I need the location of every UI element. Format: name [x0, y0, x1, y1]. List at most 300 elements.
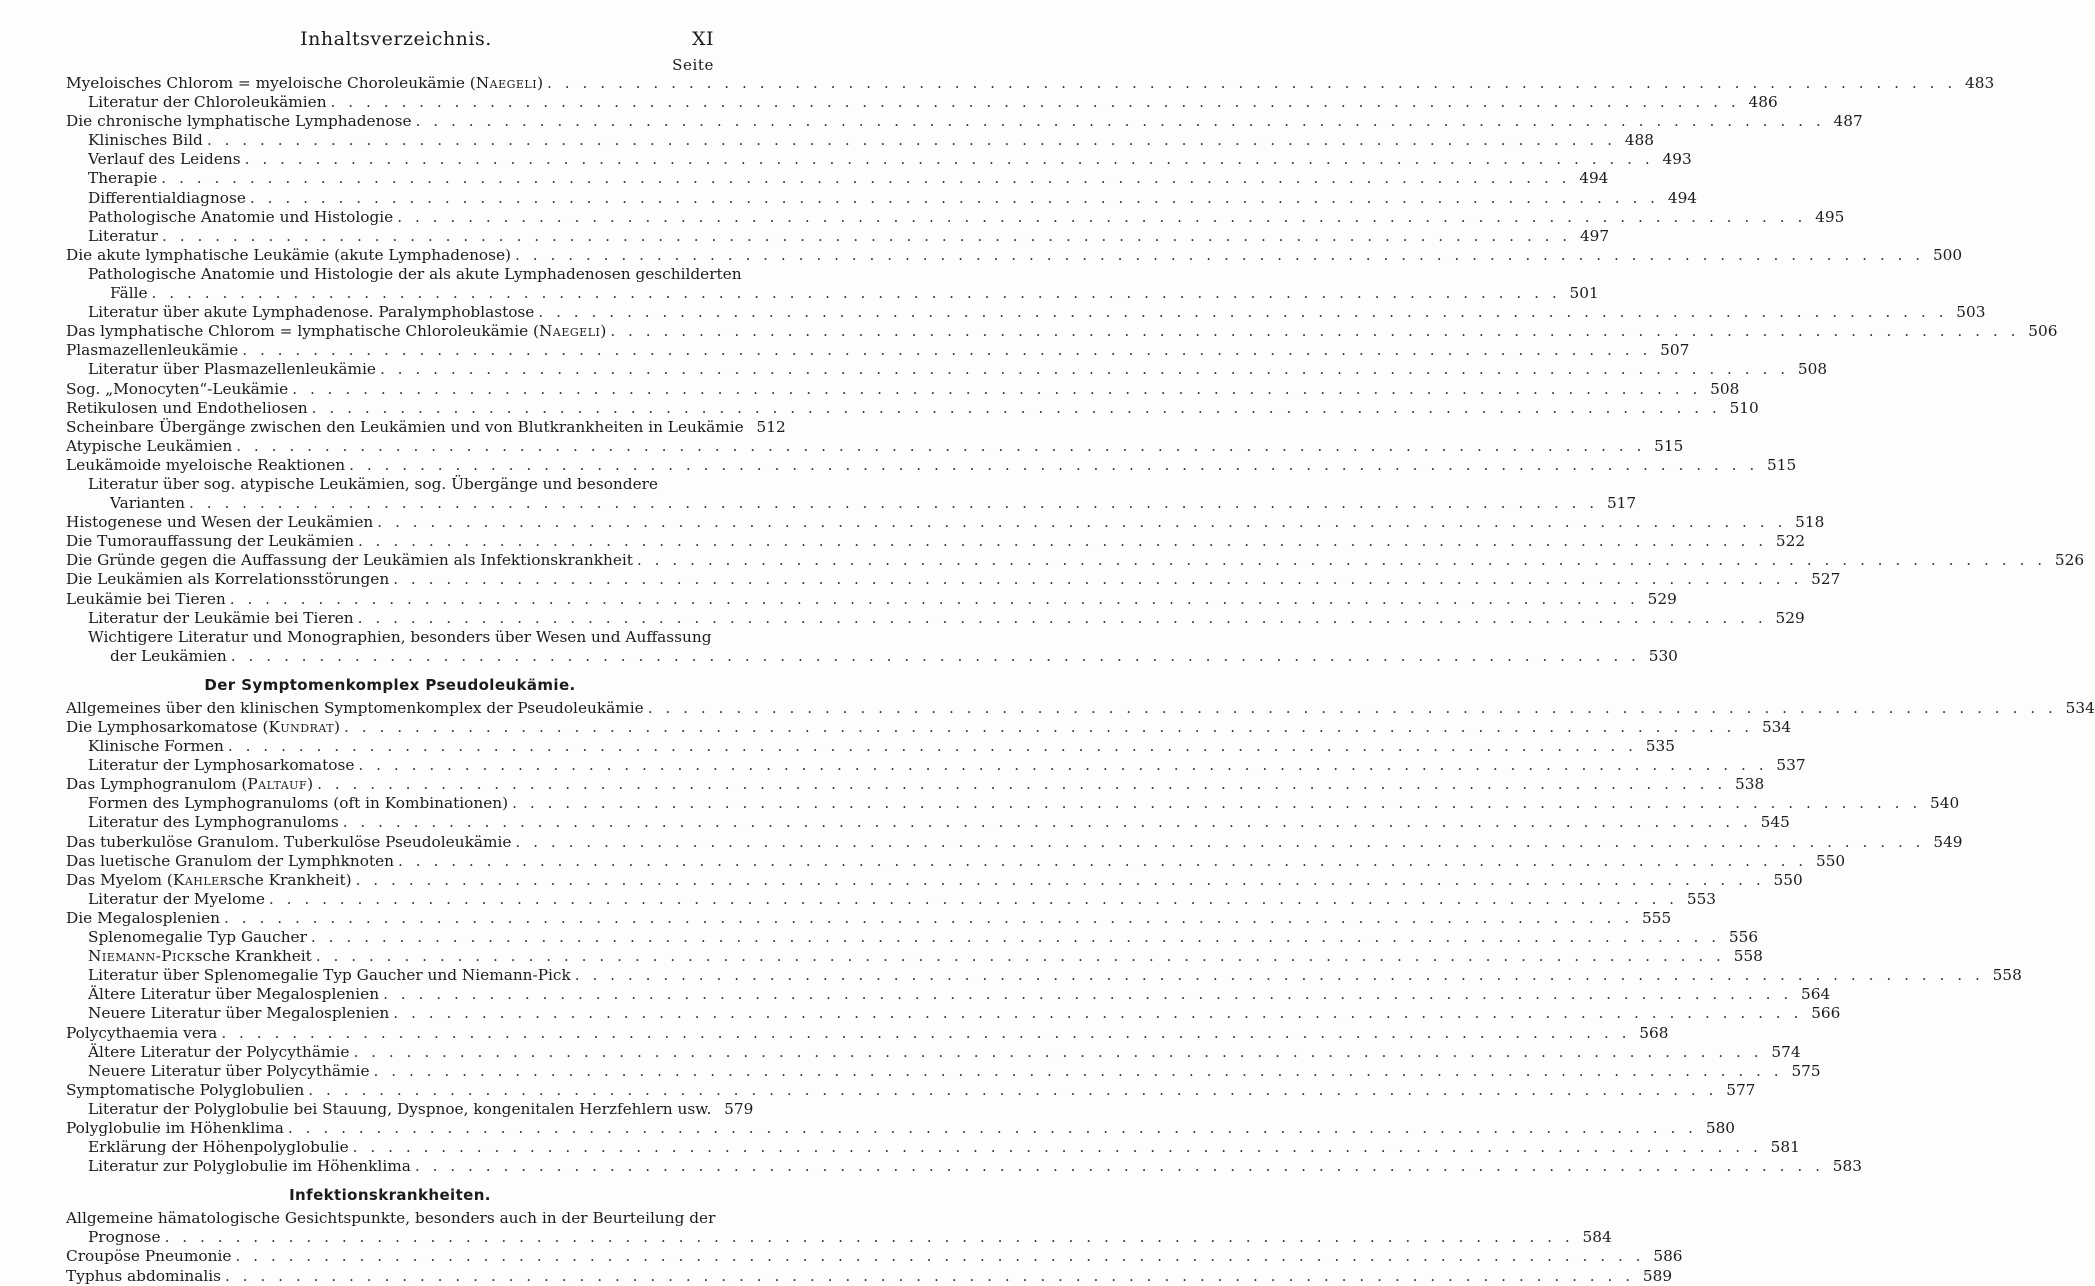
- toc-entry-title: [66, 112, 416, 131]
- toc-entry-row: [66, 908, 1672, 928]
- toc-entry-page: 586: [1653, 1247, 1683, 1266]
- toc-entry-row: [88, 1004, 1841, 1023]
- toc-entry-page: 506: [2028, 322, 2058, 341]
- page-number: XI: [691, 28, 714, 50]
- toc-entry-page: 515: [1654, 436, 1684, 455]
- toc-entry-title: [66, 590, 230, 609]
- toc-entry-row: [66, 245, 1963, 265]
- toc-entry-title: [66, 833, 515, 852]
- toc-entry-text: Die Leukämien als Korrelationsstörungen: [66, 570, 390, 589]
- toc-leader-dots: . . . . . . . . . . . . . . . . . . . . . . . . . . . . . . . . . . . . . . . . . . . . . . . . . . . . . . . . . . . . . . . . . . . . . . . . . . . . . . . .: [230, 646, 1640, 665]
- toc-leader-dots: . . . . . . . . . . . . . . . . . . . . . . . . . . . . . . . . . . . . . . . . . . . . . . . . . . . . . . . . . . . . . . . . . . . . . . . . . . . . . . . .: [636, 551, 2047, 570]
- toc-leader-dots: . . . . . . . . . . . . . . . . . . . . . . . . . . . . . . . . . . . . . . . . . . . . . . . . . . . . . . . . . . . . . . . . . . . . . . . . . . . . . . . .: [355, 870, 1765, 889]
- toc-entry-page: 488: [1624, 131, 1654, 150]
- toc-entry-row: [88, 93, 1778, 112]
- toc-entry-row: [66, 398, 1759, 418]
- toc-entry-title: [88, 1062, 374, 1081]
- toc-entry-row: [66, 322, 2058, 341]
- toc-entry-page: 522: [1775, 532, 1806, 551]
- toc-entry: [66, 1157, 1862, 1176]
- toc-entry-title: [66, 718, 344, 737]
- toc-entry: [66, 627, 1678, 666]
- toc-entry-title: [88, 303, 538, 322]
- toc-entry-row: [88, 284, 1599, 303]
- toc-entry-title: [66, 513, 377, 532]
- toc-entry-text: Scheinbare Übergänge zwischen den Leukämien und von Blutkrankheiten in Leukämie: [66, 417, 744, 436]
- toc-entry-page: 584: [1582, 1228, 1612, 1247]
- toc-entry-title: [66, 871, 356, 890]
- toc-entry-page: 558: [1733, 947, 1763, 966]
- toc-entry: [66, 264, 1599, 303]
- toc-entry-text: Splenomegalie Typ Gaucher: [88, 928, 307, 947]
- toc-leader-dots: . . . . . . . . . . . . . . . . . . . . . . . . . . . . . . . . . . . . . . . . . . . . . . . . . . . . . . . . . . . . . . . . . . . . . . . . . . . . . . . .: [414, 1157, 1824, 1176]
- toc-entry-text: Literatur: [88, 226, 158, 245]
- toc-entry-page: 540: [1930, 794, 1960, 813]
- toc-entry-text: Pathologische Anatomie und Histologie: [88, 207, 394, 226]
- toc-entry-row: [66, 436, 1684, 456]
- toc-entry-text-after: ): [334, 718, 341, 736]
- toc-entry-page: 530: [1648, 646, 1678, 665]
- toc-entry: [66, 379, 1740, 399]
- toc-entry-title: [66, 341, 242, 360]
- toc-leader-dots: . . . . . . . . . . . . . . . . . . . . . . . . . . . . . . . . . . . . . . . . . . . . . . . . . . . . . . . . . . . . . . . . . . . . . . . . . . . . . . . .: [538, 303, 1948, 322]
- toc-entry-row: [88, 1061, 1821, 1081]
- toc-leader-dots: . . . . . . . . . . . . . . . . . . . . . . . . . . . . . . . . . . . . . . . . . . . . . . . . . . . . . . . . . . . . . . . . . . . . . . . . . . . . . . . .: [547, 74, 1957, 92]
- toc-entry-row: [66, 718, 1792, 737]
- toc-entry-title: [88, 1157, 415, 1176]
- toc-entry: [66, 322, 2058, 341]
- toc-entry-title: [66, 1267, 225, 1286]
- toc-entry-row: [88, 1042, 1801, 1062]
- toc-entry-row: [88, 1138, 1800, 1157]
- toc-entry-row: [66, 1266, 1673, 1286]
- toc-entry-text: Das tuberkulöse Granulom. Tuberkulöse Pseudoleukämie: [66, 832, 512, 851]
- toc-entry-text: Polyglobulie im Höhenklima: [66, 1118, 284, 1137]
- toc-leader-dots: . . . . . . . . . . . . . . . . . . . . . . . . . . . . . . . . . . . . . . . . . . . . . . . . . . . . . . . . . . . . . . . . . . . . . . . . . . . . . . . .: [162, 226, 1572, 245]
- toc-entry-title: [88, 1004, 393, 1023]
- toc-entry: [66, 207, 1845, 227]
- toc-entry: [66, 737, 1675, 756]
- toc-entry-page: 579: [724, 1099, 754, 1118]
- toc-entry-title-continued: Varianten: [88, 494, 189, 513]
- toc-entry-title: [88, 813, 343, 832]
- toc-entry-author: Naegeli: [539, 322, 601, 341]
- toc-leader-dots: . . . . . . . . . . . . . . . . . . . . . . . . . . . . . . . . . . . . . . . . . . . . . . . . . . . . . . . . . . . . . . . . . . . . . . . . . . . . . . . .: [512, 794, 1922, 813]
- toc-entry-page: 494: [1579, 169, 1609, 188]
- toc-entry-page: 545: [1760, 813, 1790, 832]
- toc-entry-text: Die Lymphosarkomatose (: [66, 718, 269, 736]
- toc-entry-row: [66, 379, 1740, 399]
- toc-leader-dots: . . . . . . . . . . . . . . . . . . . . . . . . . . . . . . . . . . . . . . . . . . . . . . . . . . . . . . . . . . . . . . . . . . . . . . . . . . . . . . . .: [292, 379, 1702, 398]
- toc-entry-text: Literatur über Plasmazellenleukämie: [88, 360, 376, 379]
- toc-entry-title: [88, 1100, 715, 1119]
- toc-entry: [66, 360, 1828, 379]
- toc-leader-dots: . . . . . . . . . . . . . . . . . . . . . . . . . . . . . . . . . . . . . . . . . . . . . . . . . . . . . . . . . . . . . . . . . . . . . . . . . . . . . . . .: [224, 908, 1634, 927]
- toc-entry: [66, 851, 1846, 871]
- toc-entry-page: 558: [1992, 966, 2022, 985]
- toc-entry-page: 495: [1815, 207, 1845, 226]
- toc-entry-title: [88, 150, 245, 169]
- toc-entry-row: [66, 455, 1797, 475]
- toc-entry-title: Allgemeine hämatologische Gesichtspunkte, besonders auch in der Beurteilung der: [66, 1209, 716, 1228]
- toc-entry-text-after: ): [537, 74, 544, 92]
- toc-entry-row: [88, 169, 1609, 188]
- section-title-pseudoleukaemie: Der Symptomenkomplex Pseudoleukämie.: [204, 675, 576, 694]
- toc-entry-page: 503: [1956, 303, 1986, 322]
- toc-leader-dots: . . . . . . . . . . . . . . . . . . . . . . . . . . . . . . . . . . . . . . . . . . . . . . . . . . . . . . . . . . . . . . . . . . . . . . . . . . . . . . . .: [357, 608, 1767, 627]
- toc-entry-text: Plasmazellenleukämie: [66, 341, 239, 360]
- toc-entry-row: [88, 1157, 1862, 1176]
- toc-entry-title: [88, 189, 250, 208]
- toc-entry-title: [88, 227, 162, 246]
- page-header: [66, 28, 714, 50]
- toc-entry-page: 549: [1933, 832, 1963, 851]
- toc-entry-page: 500: [1932, 245, 1963, 264]
- toc-entry-page: 507: [1660, 341, 1690, 360]
- toc-leader-dots: . . . . . . . . . . . . . . . . . . . . . . . . . . . . . . . . . . . . . . . . . . . . . . . . . . . . . . . . . . . . . . . . . . . . . . . . . . . . . . . .: [647, 698, 2057, 717]
- toc-entry: [66, 245, 1963, 265]
- toc-entry-page: 581: [1770, 1138, 1800, 1157]
- toc-entry-page: 553: [1686, 889, 1717, 908]
- toc-entry-text: Das lymphatische Chlorom = lymphatische Chloroleukämie (: [66, 322, 540, 341]
- toc-leader-dots: . . . . . . . . . . . . . . . . . . . . . . . . . . . . . . . . . . . . . . . . . . . . . . . . . . . . . . . . . . . . . . . . . . . . . . . . . . . . . . . .: [398, 851, 1808, 870]
- seite-label: Seite: [672, 56, 714, 74]
- toc-entry-page: 564: [1801, 985, 1831, 1004]
- toc-leader-dots: . . . . . . . . . . . . . . . . . . . . . . . . . . . . . . . . . . . . . . . . . . . . . . . . . . . . . . . . . . . . . . . . . . . . . . . . . . . . . . . .: [311, 398, 1721, 417]
- toc-entry-text: Die Gründe gegen die Auffassung der Leukämien als Infektionskrankheit: [66, 551, 633, 570]
- toc-entry-row: [88, 928, 1759, 947]
- toc-entry-title: [66, 74, 547, 93]
- toc-entry: [66, 608, 1805, 628]
- toc-entry-page: 550: [1773, 870, 1803, 889]
- toc-entry: [66, 93, 1778, 112]
- toc-entry-row: [88, 360, 1828, 379]
- toc-entry: [66, 188, 1698, 208]
- toc-entry-text: Klinisches Bild: [88, 131, 203, 150]
- toc-entry-row: [66, 851, 1846, 871]
- toc-entry-page: 534: [2065, 698, 2095, 717]
- toc-entry-page: 550: [1815, 851, 1846, 870]
- toc-entry: [66, 74, 1995, 93]
- toc-entry-text: Atypische Leukämien: [66, 436, 233, 455]
- toc-entry-row: [88, 756, 1806, 775]
- toc-leader-dots: . . . . . . . . . . . . . . . . . . . . . . . . . . . . . . . . . . . . . . . . . . . . . . . . . . . . . . . . . . . . . . . . . . . . . . . . . . . . . . . .: [235, 1247, 1645, 1266]
- toc-leader-dots: . . . . . . . . . . . . . . . . . . . . . . . . . . . . . . . . . . . . . . . . . . . . . . . . . . . . . . . . . . . . . . . . . . . . . . . . . . . . . . . .: [393, 570, 1803, 589]
- toc-entry: [66, 908, 1672, 928]
- toc-leader-dots: . . . . . . . . . . . . . . . . . . . . . . . . . . . . . . . . . . . . . . . . . . . . . . . . . . . . . . . . . . . . . . . . . . . . . . . . . . . . . . . .: [515, 832, 1925, 851]
- toc-entry-text: Formen des Lymphogranuloms (oft in Kombinationen): [88, 794, 509, 813]
- toc-leader-dots: . . . . . . . . . . . . . . . . . . . . . . . . . . . . . . . . . . . . . . . . . . . . . . . . . . . . . . . . . . . . . . . . . . . . . . . . . . . . . . . .: [352, 1138, 1762, 1157]
- toc-entry-row: [66, 1118, 1736, 1138]
- toc-entry: [66, 341, 1690, 360]
- toc-entry-text: Ältere Literatur über Megalosplenien: [88, 985, 380, 1004]
- toc-entry-row: [66, 570, 1841, 589]
- toc-entry-title: [66, 570, 393, 589]
- toc-entry-page: 538: [1735, 775, 1765, 794]
- toc-entry: [66, 1080, 1756, 1100]
- toc-entry-text: Die Megalosplenien: [66, 908, 221, 927]
- toc-leader-dots: . . . . . . . . . . . . . . . . . . . . . . . . . . . . . . . . . . . . . . . . . . . . . . . . . . . . . . . . . . . . . . . . . . . . . . . . . . . . . . . .: [151, 284, 1561, 303]
- toc-leader-dots: . . . . . . . . . . . . . . . . . . . . . . . . . . . . . . . . . . . . . . . . . . . . . . . . . . . . . . . . . . . . . . . . . . . . . . . . . . . . . . . .: [229, 589, 1639, 608]
- toc-entry-title: [88, 756, 358, 775]
- toc-entry-page: 512: [756, 417, 786, 436]
- toc-leader-dots: . . . . . . . . . . . . . . . . . . . . . . . . . . . . . . . . . . . . . . . . . . . . . . . . . . . . . . . . . . . . . . . . . . . . . . . . . . . . . . . .: [224, 1266, 1635, 1285]
- toc-entry-page: 583: [1832, 1157, 1862, 1176]
- toc-entry: [66, 794, 1960, 813]
- toc-leader-dots: . . . . . . . . . . . . . . . . . . . . . . . . . . . . . . . . . . . . . . . . . . . . . . . . . . . . . . . . . . . . . . . . . . . . . . . . . . . . . . . .: [315, 947, 1725, 966]
- toc-entry-text: Literatur der Lymphosarkomatose: [88, 756, 355, 775]
- toc-block-infektionskrankheiten: [66, 1209, 1683, 1285]
- toc-leader-dots: . . . . . . . . . . . . . . . . . . . . . . . . . . . . . . . . . . . . . . . . . . . . . . . . . . . . . . . . . . . . . . . . . . . . . . . . . . . . . . . .: [164, 1228, 1574, 1247]
- toc-entry-row: [88, 303, 1986, 322]
- toc-leader-dots: . . . . . . . . . . . . . . . . . . . . . . . . . . . . . . . . . . . . . . . . . . . . . . . . . . . . . . . . . . . . . . . . . . . . . . . . . . . . . . . .: [574, 966, 1984, 985]
- toc-leader-dots: . . . . . . . . . . . . . . . . . . . . . . . . . . . . . . . . . . . . . . . . . . . . . . . . . . . . . . . . . . . . . . . . . . . . . . . . . . . . . . . .: [342, 813, 1752, 832]
- toc-entry-text: Retikulosen und Endotheliosen: [66, 398, 308, 417]
- toc-entry: [66, 131, 1654, 150]
- toc-entry: [66, 1004, 1841, 1023]
- toc-entry-page: 526: [2054, 551, 2085, 570]
- toc-entry-title: Wichtigere Literatur und Monographien, besonders über Wesen und Auffassung: [88, 627, 712, 646]
- toc-leader-dots: . . . . . . . . . . . . . . . . . . . . . . . . . . . . . . . . . . . . . . . . . . . . . . . . . . . . . . . . . . . . . . . . . . . . . . . . . . . . . . . .: [227, 737, 1637, 756]
- toc-entry: [66, 1118, 1736, 1138]
- toc-entry-text: Literatur zur Polyglobulie im Höhenklima: [88, 1157, 411, 1176]
- toc-entry-text: Differentialdiagnose: [88, 188, 246, 207]
- toc-entry-text: Literatur der Polyglobulie bei Stauung, Dyspnoe, kongenitalen Herzfehlern usw.: [88, 1099, 712, 1118]
- toc-block-leukaemien: [66, 74, 2085, 666]
- toc-entry-text: Allgemeines über den klinischen Symptomenkomplex der Pseudoleukämie: [66, 698, 644, 717]
- toc-entry-page: 510: [1729, 398, 1759, 417]
- toc-entry-text-after: sche Krankheit: [194, 947, 312, 966]
- toc-entry-title: [88, 985, 383, 1004]
- toc-entry: [66, 1209, 1612, 1247]
- toc-entry-row: [88, 150, 1692, 169]
- toc-entry-text: Literatur der Myelome: [88, 889, 265, 908]
- toc-entry-page: 568: [1639, 1023, 1669, 1042]
- toc-leader-dots: . . . . . . . . . . . . . . . . . . . . . . . . . . . . . . . . . . . . . . . . . . . . . . . . . . . . . . . . . . . . . . . . . . . . . . . . . . . . . . . .: [236, 436, 1646, 455]
- toc-entry: [66, 589, 1677, 609]
- toc-entry-text: Literatur der Leukämie bei Tieren: [88, 608, 354, 627]
- toc-leader-dots: . . . . . . . . . . . . . . . . . . . . . . . . . . . . . . . . . . . . . . . . . . . . . . . . . . . . . . . . . . . . . . . . . . . . . . . . . . . . . . . .: [383, 985, 1793, 1004]
- toc-entry-row: [88, 947, 1763, 966]
- toc-entry-row: [66, 1247, 1683, 1266]
- toc-entry-title: [66, 1119, 288, 1138]
- toc-entry: [66, 417, 786, 437]
- toc-entry-text: Literatur über akute Lymphadenose. Paralymphoblastose: [88, 303, 535, 322]
- toc-entry-page: 515: [1767, 455, 1797, 474]
- toc-entry-text: Klinische Formen: [88, 737, 224, 756]
- toc-entry-row: [66, 551, 2085, 570]
- toc-entry: [66, 570, 1841, 589]
- toc-entry-author: Kundrat: [268, 718, 335, 736]
- toc-entry-text: Leukämie bei Tieren: [66, 589, 226, 608]
- toc-entry-text: Literatur der Chloroleukämien: [88, 93, 327, 112]
- toc-entry-author: Naegeli: [475, 74, 538, 92]
- toc-entry: [66, 698, 2095, 718]
- toc-entry-page: 556: [1728, 928, 1759, 947]
- toc-entry-page: 494: [1667, 188, 1698, 207]
- toc-entry-title: [66, 1081, 308, 1100]
- toc-entry-text: Leukämoide myeloische Reaktionen: [66, 455, 346, 474]
- toc-leader-dots: . . . . . . . . . . . . . . . . . . . . . . . . . . . . . . . . . . . . . . . . . . . . . . . . . . . . . . . . . . . . . . . . . . . . . . . . . . . . . . . .: [377, 513, 1787, 532]
- toc-leader-dots: . . . . . . . . . . . . . . . . . . . . . . . . . . . . . . . . . . . . . . . . . . . . . . . . . . . . . . . . . . . . . . . . . . . . . . . . . . . . . . . .: [330, 93, 1740, 112]
- toc-entry-text: Myeloisches Chlorom = myeloische Choroleukämie (: [66, 74, 476, 92]
- toc-entry-page: 483: [1964, 74, 1995, 92]
- toc-entry: [66, 718, 1792, 737]
- toc-entry-title: [66, 418, 748, 437]
- toc-entry-page: 493: [1662, 150, 1692, 169]
- toc-entry-text: Ältere Literatur der Polycythämie: [88, 1042, 350, 1061]
- toc-entry: [66, 1099, 754, 1119]
- toc-entry-page: 535: [1645, 737, 1675, 756]
- toc-entry-text: Die Tumorauffassung der Leukämien: [66, 532, 354, 551]
- toc-entry-row: [66, 112, 1863, 131]
- toc-entry-page: 529: [1647, 589, 1677, 608]
- toc-entry-page: 527: [1811, 570, 1841, 589]
- toc-entry-text: Typhus abdominalis: [66, 1266, 221, 1285]
- toc-entry-text: Croupöse Pneumonie: [66, 1247, 232, 1266]
- toc-entry-page: 529: [1775, 608, 1805, 627]
- toc-entry-row: [88, 226, 1610, 246]
- toc-entry-row: [88, 494, 1637, 513]
- toc-entry: [66, 1247, 1683, 1266]
- toc-leader-dots: . . . . . . . . . . . . . . . . . . . . . . . . . . . . . . . . . . . . . . . . . . . . . . . . . . . . . . . . . . . . . . . . . . . . . . . . . . . . . . . .: [161, 169, 1571, 188]
- toc-entry: [66, 169, 1609, 188]
- toc-entry-title: [88, 609, 358, 628]
- toc-entry-row: [88, 646, 1678, 666]
- toc-entry-title: [66, 437, 236, 456]
- toc-entry-title: [88, 169, 161, 188]
- toc-leader-dots: . . . . . . . . . . . . . . . . . . . . . . . . . . . . . . . . . . . . . . . . . . . . . . . . . . . . . . . . . . . . . . . . . . . . . . . . . . . . . . . .: [317, 775, 1727, 794]
- toc-entry-row: [88, 188, 1698, 208]
- toc-entry-row: [88, 966, 2022, 985]
- toc-block-pseudoleukaemie: [66, 698, 2095, 1176]
- toc-entry-title: [88, 966, 575, 985]
- toc-entry-page: 501: [1569, 284, 1599, 303]
- toc-entry-row: [66, 1023, 1669, 1043]
- toc-entry: [66, 532, 1806, 551]
- toc-entry-page: 486: [1748, 93, 1778, 112]
- toc-entry-title: Pathologische Anatomie und Histologie der als akute Lymphadenosen geschilderten: [88, 264, 742, 283]
- toc-leader-dots: . . . . . . . . . . . . . . . . . . . . . . . . . . . . . . . . . . . . . . . . . . . . . . . . . . . . . . . . . . . . . . . . . . . . . . . . . . . . . . . .: [244, 150, 1654, 169]
- toc-leader-dots: . . . . . . . . . . . . . . . . . . . . . . . . . . . . . . . . . . . . . . . . . . . . . . . . . . . . . . . . . . . . . . . . . . . . . . . . . . . . . . . .: [515, 245, 1925, 264]
- toc-leader-dots: . . . . . . . . . . . . . . . . . . . . . . . . . . . . . . . . . . . . . . . . . . . . . . . . . . . . . . . . . . . . . . . . . . . . . . . . . . . . . . . .: [206, 131, 1616, 150]
- toc-entry-row: [66, 74, 1995, 93]
- toc-entry-page: 555: [1641, 908, 1672, 927]
- toc-entry: [66, 1266, 1673, 1286]
- toc-leader-dots: . . . . . . . . . . . . . . . . . . . . . . . . . . . . . . . . . . . . . . . . . . . . . . . . . . . . . . . . . . . . . . . . . . . . . . . . . . . . . . . .: [358, 756, 1768, 775]
- toc-entry-row: [88, 985, 1831, 1004]
- toc-leader-dots: . . . . . . . . . . . . . . . . . . . . . . . . . . . . . . . . . . . . . . . . . . . . . . . . . . . . . . . . . . . . . . . . . . . . . . . . . . . . . . . .: [310, 928, 1721, 947]
- toc-entry: [66, 474, 1637, 513]
- toc-entry: [66, 1138, 1800, 1157]
- toc-entry-row: [66, 513, 1825, 532]
- toc-entry-page: 487: [1833, 112, 1863, 131]
- section-title-infektionskrankheiten: Infektionskrankheiten.: [289, 1186, 491, 1205]
- toc-leader-dots: . . . . . . . . . . . . . . . . . . . . . . . . . . . . . . . . . . . . . . . . . . . . . . . . . . . . . . . . . . . . . . . . . . . . . . . . . . . . . . . .: [242, 341, 1652, 360]
- toc-entry-text: Literatur des Lymphogranuloms: [88, 813, 339, 832]
- toc-entry-title: [88, 794, 512, 813]
- toc-entry: [66, 551, 2085, 570]
- toc-entry: [66, 947, 1763, 966]
- toc-entry-text: Das luetische Granulom der Lymphknoten: [66, 851, 395, 870]
- toc-leader-dots: . . . . . . . . . . . . . . . . . . . . . . . . . . . . . . . . . . . . . . . . . . . . . . . . . . . . . . . . . . . . . . . . . . . . . . . . . . . . . . . .: [353, 1042, 1763, 1061]
- toc-entry-title: [66, 699, 648, 718]
- toc-entry-text: Literatur über Splenomegalie Typ Gaucher und Niemann-Pick: [88, 966, 571, 985]
- toc-entry-row: [66, 417, 786, 437]
- toc-leader-dots: . . . . . . . . . . . . . . . . . . . . . . . . . . . . . . . . . . . . . . . . . . . . . . . . . . . . . . . . . . . . . . . . . . . . . . . . . . . . . . . .: [344, 718, 1754, 736]
- toc-entry-text: Histogenese und Wesen der Leukämien: [66, 513, 374, 532]
- toc-entry-title: [66, 399, 312, 418]
- toc-entry-page: 534: [1761, 718, 1792, 736]
- toc-entry-title: [66, 551, 637, 570]
- toc-entry-title: [66, 532, 358, 551]
- toc-entry-title: [66, 380, 292, 399]
- toc-entry-page: 497: [1579, 226, 1610, 245]
- toc-entry: [66, 226, 1610, 246]
- toc-entry-text: Das Lymphogranulom (: [66, 775, 248, 794]
- toc-entry: [66, 1061, 1821, 1081]
- toc-entry-text: Therapie: [88, 169, 158, 188]
- toc-entry-title: [66, 246, 515, 265]
- toc-entry-title: [88, 737, 228, 756]
- toc-entry-title: [88, 360, 380, 379]
- toc-entry-page: 508: [1797, 360, 1828, 379]
- toc-entry: [66, 436, 1684, 456]
- toc-leader-dots: . . . . . . . . . . . . . . . . . . . . . . . . . . . . . . . . . . . . . . . . . . . . . . . . . . . . . . . . . . . . . . . . . . . . . . . . . . . . . . . .: [610, 322, 2020, 341]
- toc-entry-title: [88, 93, 331, 112]
- toc-entry-text: Neuere Literatur über Megalosplenien: [88, 1004, 390, 1023]
- toc-entry-page: 575: [1791, 1061, 1821, 1080]
- toc-entry: [66, 966, 2022, 985]
- toc-entry: [66, 985, 1831, 1004]
- toc-leader-dots: . . . . . . . . . . . . . . . . . . . . . . . . . . . . . . . . . . . . . . . . . . . . . . . . . . . . . . . . . . . . . . . . . . . . . . . . . . . . . . . .: [221, 1023, 1631, 1042]
- toc-entry-page: 537: [1776, 756, 1806, 775]
- toc-leader-dots: . . . . . . . . . . . . . . . . . . . . . . . . . . . . . . . . . . . . . . . . . . . . . . . . . . . . . . . . . . . . . . . . . . . . . . . . . . . . . . . .: [397, 207, 1807, 226]
- toc-entry-row: [88, 737, 1675, 756]
- toc-leader-dots: . . . . . . . . . . . . . . . . . . . . . . . . . . . . . . . . . . . . . . . . . . . . . . . . . . . . . . . . . . . . . . . . . . . . . . . . . . . . . . . .: [393, 1004, 1803, 1023]
- toc-entry-row: [66, 870, 1803, 890]
- toc-leader-dots: . . . . . . . . . . . . . . . . . . . . . . . . . . . . . . . . . . . . . . . . . . . . . . . . . . . . . . . . . . . . . . . . . . . . . . . . . . . . . . . .: [308, 1080, 1718, 1099]
- toc-entry-title: [66, 775, 317, 794]
- toc-entry-title: [88, 890, 269, 909]
- toc-entry: [66, 870, 1803, 890]
- toc-entry: [66, 455, 1797, 475]
- toc-entry-page: 508: [1710, 379, 1740, 398]
- toc-entry: [66, 775, 1765, 794]
- toc-entry-row: [66, 1228, 1612, 1247]
- header-title: Inhaltsverzeichnis.: [300, 28, 492, 50]
- toc-entry-row: [88, 207, 1845, 227]
- toc-entry-title: [66, 1247, 235, 1266]
- toc-entry-row: [66, 532, 1806, 551]
- toc-entry: [66, 889, 1717, 909]
- toc-entry-text: Sog. „Monocyten“-Leukämie: [66, 379, 289, 398]
- toc-entry-row: [66, 1080, 1756, 1100]
- toc-entry-page: 574: [1771, 1042, 1801, 1061]
- toc-entry: [66, 112, 1863, 131]
- toc-entry-title: [66, 322, 610, 341]
- toc-entry-text-after: ): [307, 775, 314, 794]
- toc-entry-author: Niemann-Pick: [88, 947, 195, 966]
- toc-entry-row: [88, 1099, 754, 1119]
- toc-entry-text: Verlauf des Leidens: [88, 150, 241, 169]
- toc-entry-text: Erklärung der Höhenpolyglobulie: [88, 1138, 349, 1157]
- toc-entry-row: [88, 813, 1790, 832]
- toc-entry: [66, 928, 1759, 947]
- toc-entry-row: [66, 775, 1765, 794]
- toc-entry: [66, 513, 1825, 532]
- toc-leader-dots: . . . . . . . . . . . . . . . . . . . . . . . . . . . . . . . . . . . . . . . . . . . . . . . . . . . . . . . . . . . . . . . . . . . . . . . . . . . . . . . .: [357, 532, 1768, 551]
